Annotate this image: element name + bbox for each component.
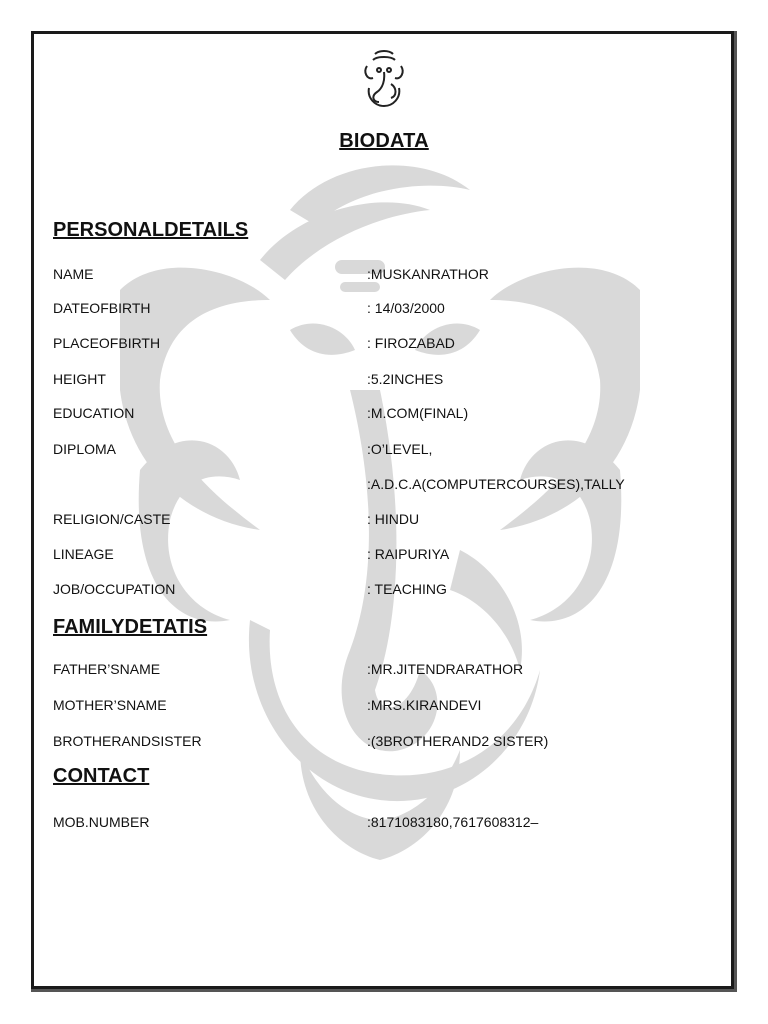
page-title: BIODATA (339, 130, 429, 152)
field-value: : 14/03/2000 (367, 300, 445, 316)
ganesha-icon (361, 48, 407, 110)
section-heading-personal: PERSONALDETAILS (53, 219, 249, 241)
field-label: BROTHERANDSISTER (53, 733, 202, 749)
field-label: DIPLOMA (53, 441, 117, 457)
field-value: :MR.JITENDRARATHOR (367, 661, 524, 677)
field-value: : RAIPURIYA (367, 546, 450, 562)
field-label: MOB.NUMBER (53, 814, 150, 830)
field-value: :5.2INCHES (367, 371, 444, 387)
field-value: :A.D.C.A(COMPUTERCOURSES),TALLY (367, 476, 625, 492)
field-label: HEIGHT (53, 371, 106, 387)
field-label: NAME (53, 266, 94, 282)
field-value: :(3BROTHERAND2 SISTER) (367, 733, 549, 749)
field-label: DATEOFBIRTH (53, 300, 151, 316)
field-label: MOTHER’SNAME (53, 697, 167, 713)
field-value: : TEACHING (367, 581, 447, 597)
field-value: :MUSKANRATHOR (367, 266, 489, 282)
field-value: :MRS.KIRANDEVI (367, 697, 482, 713)
field-value: :8171083180,7617608312– (367, 814, 539, 830)
field-value: : HINDU (367, 511, 420, 527)
field-value: : FIROZABAD (367, 335, 455, 351)
field-label: EDUCATION (53, 405, 135, 421)
section-heading-contact: CONTACT (53, 765, 150, 787)
field-value: :O’LEVEL, (367, 441, 433, 457)
field-label: PLACEOFBIRTH (53, 335, 161, 351)
field-label: FATHER’SNAME (53, 661, 161, 677)
field-label: LINEAGE (53, 546, 114, 562)
field-label: JOB/OCCUPATION (53, 581, 176, 597)
section-heading-family: FAMILYDETATIS (53, 616, 208, 638)
field-label: RELIGION/CASTE (53, 511, 171, 527)
field-value: :M.COM(FINAL) (367, 405, 469, 421)
